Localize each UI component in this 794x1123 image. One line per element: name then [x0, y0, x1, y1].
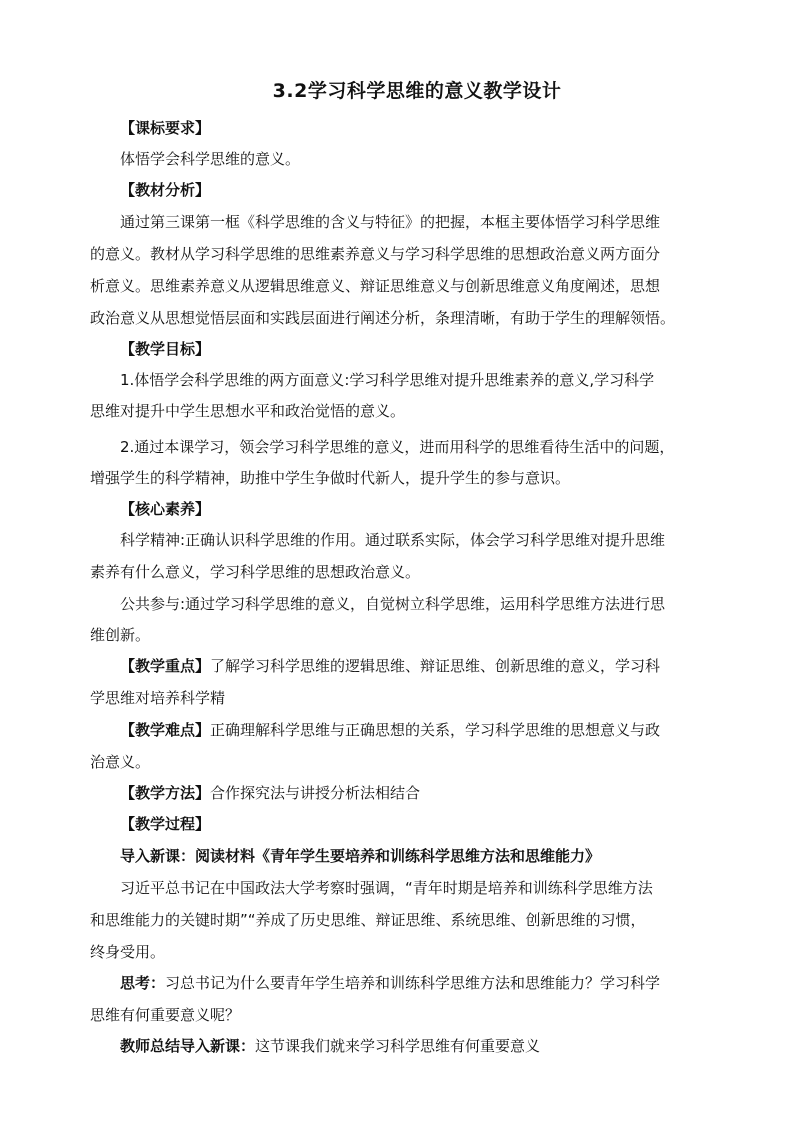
textbook-analysis-line: 的意义。教材从学习科学思维的思维素养意义与学习科学思维的思想政治意义两方面分 [90, 245, 661, 263]
heading-teaching-process: 【教学过程】 [120, 815, 211, 833]
think-question-line [120, 973, 710, 993]
difficult-points-line: 治意义。 [90, 753, 151, 771]
textbook-analysis-line: 政治意义从思想觉悟层面和实践层面进行阐述分析，条理清晰，有助于学生的理解领悟。 [90, 309, 676, 327]
key-points-text: 了解学习科学思维的逻辑思维、辩证思维、创新思维的意义，学习科 [210, 657, 661, 675]
teacher-summary-text: 这节课我们就来学习科学思维有何重要意义 [255, 1037, 541, 1055]
textbook-analysis-line: 通过第三课第一框《科学思维的含义与特征》的把握，本框主要体悟学习科学思维 [120, 213, 661, 231]
teaching-method-line [120, 783, 710, 803]
literacy-1-line: 素养有什么意义，学习科学思维的思想政治意义。 [90, 563, 421, 581]
teacher-summary-line [120, 1036, 710, 1056]
document-title: 3.2学习科学思维的意义教学设计 [272, 80, 562, 102]
heading-textbook-analysis: 【教材分析】 [120, 181, 211, 199]
textbook-analysis-line: 析意义。思维素养意义从逻辑思维意义、辩证思维意义与创新思维意义角度阐述，思想 [90, 277, 661, 295]
intro-material-line: 和思维能力的关键时期”“养成了历史思维、辩证思维、系统思维、创新思维的习惯， [90, 911, 646, 929]
difficult-points-text: 正确理解科学思维与正确思想的关系，学习科学思维的思想意义与政 [210, 721, 661, 739]
literacy-1-line: 科学精神:正确认识科学思维的作用。通过联系实际，体会学习科学思维对提升思维 [120, 531, 666, 549]
key-points-line: 学思维对培养科学精 [90, 689, 226, 707]
goal-2-line: 2.通过本课学习，领会学习科学思维的意义，进而用科学的思维看待生活中的问题， [120, 438, 675, 456]
goal-2-line: 增强学生的科学精神，助推中学生争做时代新人，提升学生的参与意识。 [90, 469, 571, 487]
goal-1-line: 思维对提升中学生思想水平和政治觉悟的意义。 [90, 402, 406, 420]
heading-teaching-method: 【教学方法】 [120, 784, 211, 802]
think-label: 思考： [120, 974, 166, 992]
key-points-line [120, 656, 710, 676]
difficult-points-line [120, 720, 710, 740]
heading-teaching-goals: 【教学目标】 [120, 340, 211, 358]
teacher-summary-label: 教师总结导入新课： [120, 1037, 256, 1055]
curriculum-text: 体悟学会科学思维的意义。 [120, 150, 301, 168]
intro-material-line: 终身受用。 [90, 943, 166, 961]
literacy-2-line: 维创新。 [90, 626, 151, 644]
think-question-text: 习总书记为什么要青年学生培养和训练科学思维方法和思维能力？学习科学 [165, 974, 661, 992]
heading-difficult-points: 【教学难点】 [120, 721, 211, 739]
intro-heading: 导入新课：阅读材料《青年学生要培养和训练科学思维方法和思维能力》 [120, 847, 601, 865]
heading-key-points: 【教学重点】 [120, 657, 211, 675]
think-question-line: 思维有何重要意义呢？ [90, 1006, 241, 1024]
teaching-method-text: 合作探究法与讲授分析法相结合 [210, 784, 421, 802]
intro-material-line: 习近平总书记在中国政法大学考察时强调，“青年时期是培养和训练科学思维方法 [120, 879, 653, 897]
heading-core-literacy: 【核心素养】 [120, 500, 211, 518]
literacy-2-line: 公共参与:通过学习科学思维的意义，自觉树立科学思维，运用科学思维方法进行思 [120, 595, 666, 613]
goal-1-line: 1.体悟学会科学思维的两方面意义:学习科学思维对提升思维素养的意义,学习科学 [120, 371, 655, 389]
heading-curriculum: 【课标要求】 [120, 119, 211, 137]
